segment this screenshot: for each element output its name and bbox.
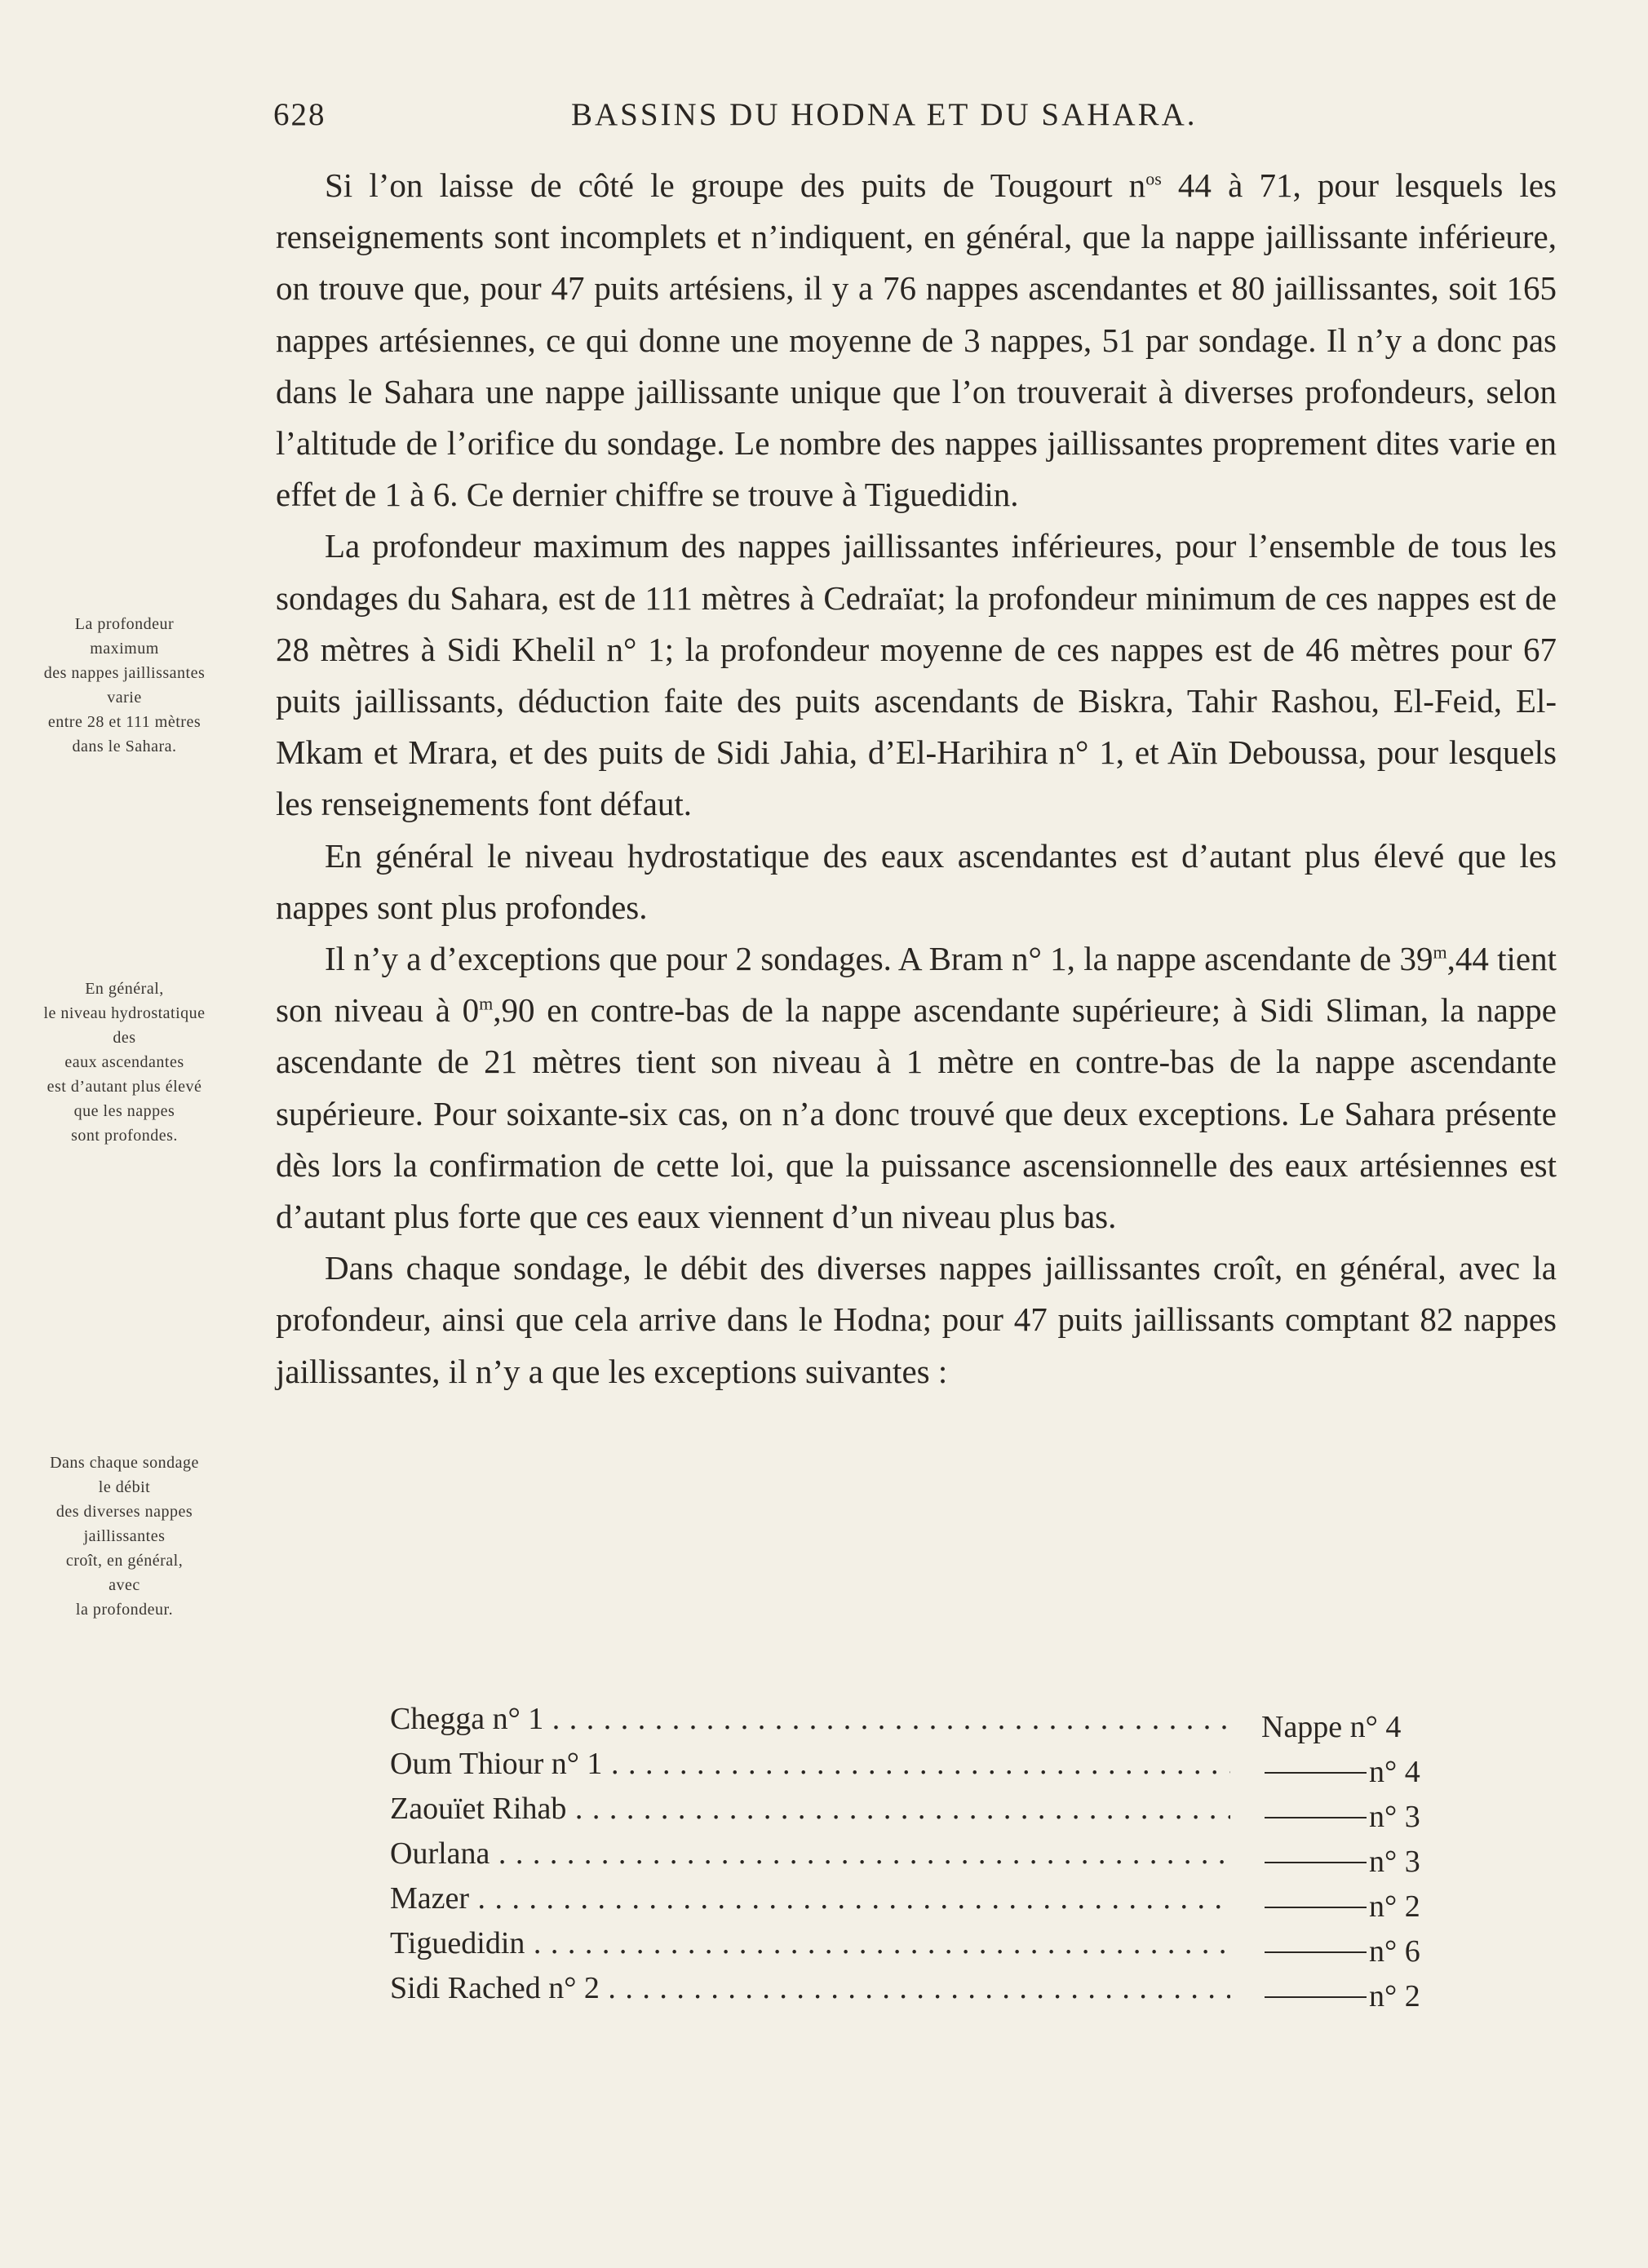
ditto-rule — [1265, 1772, 1367, 1774]
ditto-rule — [1265, 1817, 1367, 1818]
margin-note-line: le niveau hydrostatique — [43, 1004, 206, 1022]
body-text — [276, 160, 1557, 1398]
margin-note-line: entre 28 et 111 mètres — [47, 713, 202, 731]
paragraph-4 — [276, 933, 1557, 1243]
table-row — [390, 1701, 1442, 1746]
margin-note-line: des — [113, 1029, 136, 1047]
margin-note-line: eaux ascendantes — [64, 1053, 184, 1071]
well-name: Mazer . . . — [390, 1880, 1230, 1916]
ditto-rule — [1265, 1951, 1367, 1953]
margin-note-line: La profondeur — [74, 615, 175, 633]
text-run: 44 à 71, pour lesquels les renseignements sont incomplets et n’indiquent, en général, que la nappe jaillissante inférieure, on trouve que, pour 47 puits artésiens, il y a 76 nappes ascendantes et 80 jaillissantes, soit 165 nappes artésiennes, ce qui donne une moyenne de 3 nappes, 51 par sondage. Il n’y a donc pas dans le Sahara une nappe jaillissante unique que l’on trouverait à diverses profondeurs, selon l’altitude de l’orifice du sondage. Le nombre des nappes jaillissantes proprement dites varie en effet de 1 à 6. Ce dernier chiffre se trouve à Tiguedidin. — [276, 166, 1557, 514]
ditto-rule — [1265, 1862, 1367, 1863]
superscript: os — [1145, 168, 1162, 189]
nappe-value: Nappe n° 4 — [1261, 1710, 1402, 1744]
margin-note-depth — [33, 612, 216, 759]
well-name: Chegga n° 1 . . . — [390, 1701, 1230, 1737]
margin-note-line: sont profondes. — [71, 1127, 178, 1145]
paragraph-3: En général le niveau hydrostatique des eaux ascendantes est d’autant plus élevé que les nappes sont plus profondes. — [276, 836, 1557, 926]
paragraph-5: Dans chaque sondage, le débit des diverses nappes jaillissantes croît, en général, avec la profondeur, ainsi que cela arrive dans le Hodna; pour 47 puits jaillissants comptant 82 nappes jaillissantes, il n’y a que les exceptions suivantes : — [276, 1249, 1557, 1390]
nappe-value: n° 6 — [1369, 1934, 1420, 1969]
table-row — [390, 1791, 1442, 1836]
paragraph-1 — [276, 160, 1557, 520]
well-name: Tiguedidin . . . — [390, 1925, 1230, 1961]
well-name: Oum Thiour n° 1 . . . — [390, 1746, 1230, 1782]
nappe-value: n° 3 — [1369, 1800, 1420, 1834]
ditto-rule — [1265, 1996, 1367, 1998]
table-row — [390, 1836, 1442, 1880]
table-row — [390, 1970, 1442, 2015]
margin-note-line: varie — [107, 689, 142, 707]
text-run: ,44 tient son niveau à 0 — [276, 940, 1557, 1030]
page-number: 628 — [273, 97, 326, 132]
running-title: BASSINS DU HODNA ET DU SAHARA. — [571, 97, 1198, 132]
nappe-value: n° 4 — [1369, 1755, 1420, 1789]
margin-note-line: Dans chaque sondage — [50, 1454, 199, 1472]
text-run: Il n’y a d’exceptions que pour 2 sondages. A Bram n° 1, la nappe ascendante de 39 — [325, 940, 1433, 978]
margin-note-line: la profondeur. — [75, 1601, 174, 1619]
margin-note-line: En général, — [85, 980, 164, 998]
margin-note-line: des nappes jaillissantes — [43, 664, 206, 682]
exceptions-table — [390, 1701, 1442, 2015]
nappe-value: n° 3 — [1369, 1845, 1420, 1879]
paragraph-2: La profondeur maximum des nappes jaillissantes inférieures, pour l’ensemble de tous les sondages du Sahara, est de 111 mètres à Cedraïat; la profondeur minimum de ces nappes est de 28 mètres à Sidi Khelil n° 1; la profondeur moyenne de ces nappes est de 46 mètres pour 67 puits jaillissants, déduction faite des puits ascendants de Biskra, Tahir Rashou, El-Feid, El-Mkam et Mrara, et des puits de Sidi Jahia, d’El-Harihira n° 1, et Aïn Deboussa, pour lesquels les renseignements font défaut. — [276, 527, 1557, 823]
margin-note-line: que les nappes — [73, 1102, 175, 1120]
margin-note-line: des diverses nappes — [55, 1503, 193, 1521]
margin-note-line: dans le Sahara. — [72, 738, 177, 755]
ditto-rule — [1265, 1907, 1367, 1908]
text-run: Si l’on laisse de côté le groupe des puits de Tougourt n — [325, 166, 1146, 204]
margin-note-line: maximum — [90, 640, 159, 658]
margin-note-line: jaillissantes — [83, 1527, 166, 1545]
margin-note-debit — [33, 1451, 216, 1622]
margin-note-line: croît, en général, — [65, 1552, 184, 1570]
well-name: Sidi Rached n° 2 . . . — [390, 1970, 1230, 2006]
margin-note-hydrostatic — [33, 977, 216, 1148]
margin-note-line: avec — [109, 1576, 140, 1594]
table-row — [390, 1746, 1442, 1791]
well-name: Ourlana . . . — [390, 1836, 1230, 1872]
margin-note-line: le débit — [98, 1478, 151, 1496]
nappe-value: n° 2 — [1369, 1979, 1420, 2013]
margin-note-line: est d’autant plus élevé — [47, 1078, 202, 1096]
superscript: m — [479, 993, 494, 1014]
table-row — [390, 1925, 1442, 1970]
superscript: m — [1433, 941, 1447, 963]
running-header — [273, 96, 1240, 145]
text-run: ,90 en contre-bas de la nappe ascendante supérieure; à Sidi Sliman, la nappe ascendante de 21 mètres tient son niveau à 1 mètre en contre-bas de la nappe ascendante supérieure. Pour soixante-six cas, on n’a donc trouvé que deux exceptions. Le Sahara présente dès lors la confirmation de cette loi, que la puissance ascensionnelle des eaux artésiennes est d’autant plus forte que ces eaux viennent d’un niveau plus bas. — [276, 991, 1557, 1236]
well-name: Zaouïet Rihab . . . — [390, 1791, 1230, 1827]
table-row — [390, 1880, 1442, 1925]
nappe-value: n° 2 — [1369, 1889, 1420, 1924]
